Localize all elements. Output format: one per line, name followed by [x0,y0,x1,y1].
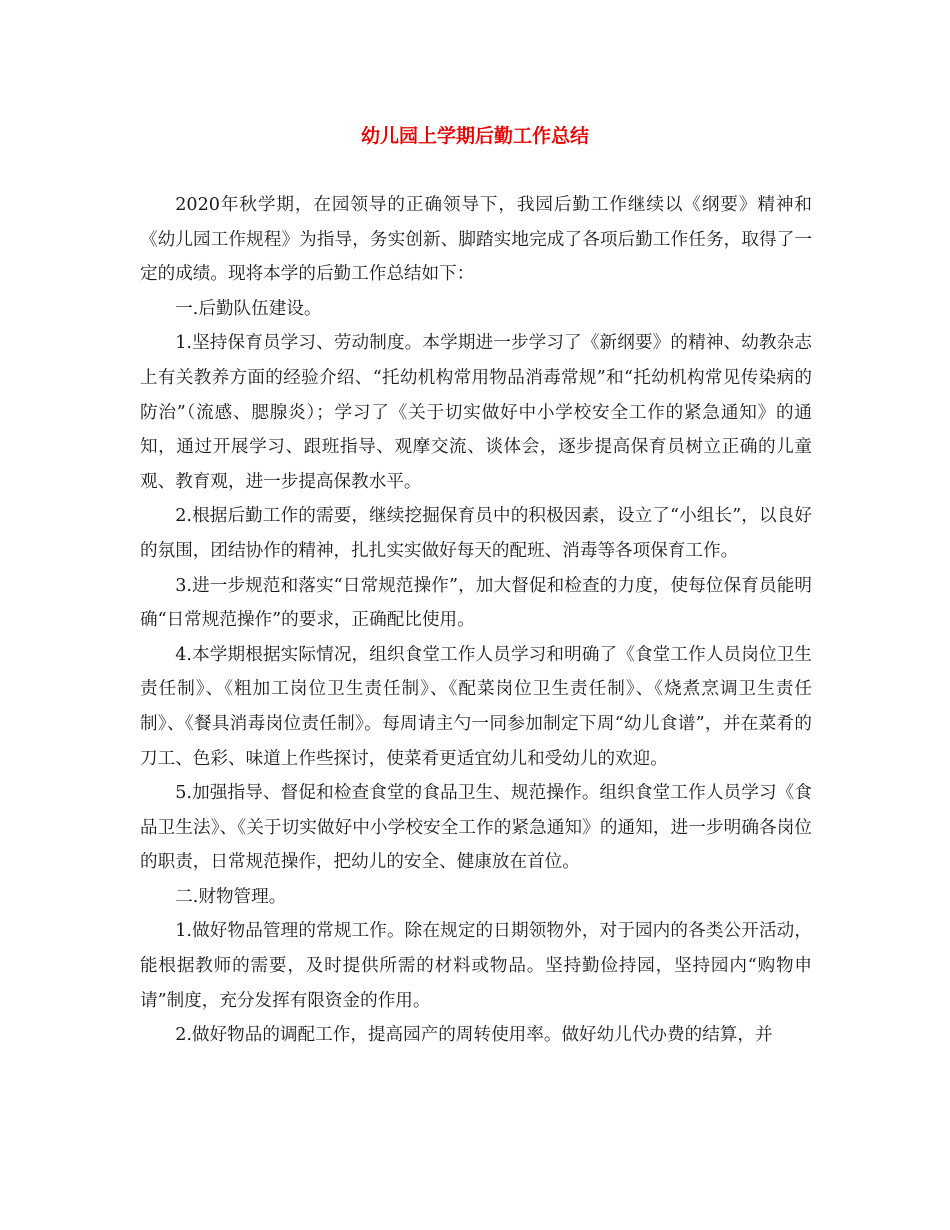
paragraph-staff-5: 5.加强指导、督促和检查食堂的食品卫生、规范操作。组织食堂工作人员学习《食品卫生法》、《关于切实做好中小学校安全工作的紧急通知》的通知，进一步明确各岗位的职责，日常规范操作，把幼儿的安全、健康放在首位。 [140,783,812,873]
paragraph-staff-4: 4.本学期根据实际情况，组织食堂工作人员学习和明确了《食堂工作人员岗位卫生责任制》、《粗加工岗位卫生责任制》、《配菜岗位卫生责任制》、《烧煮烹调卫生责任制》、《餐具消毒岗位责任制》。每周请主勺一同参加制定下周“幼儿食谱”，并在菜肴的刀工、色彩、味道上作些探讨，使菜肴更适宜幼儿和受幼儿的欢迎。 [140,644,812,769]
paragraph-staff-2: 2.根据后勤工作的需要，继续挖掘保育员中的积极因素，设立了“小组长”，以良好的氛围，团结协作的精神，扎扎实实做好每天的配班、消毒等各项保育工作。 [140,506,812,561]
paragraph-property-1: 1.做好物品管理的常规工作。除在规定的日期领物外，对于园内的各类公开活动，能根据教师的需要，及时提供所需的材料或物品。坚持勤俭持园，坚持园内“购物申请”制度，充分发挥有限资金的作用。 [140,921,812,1011]
section-heading-staff: 一.后勤队伍建设。 [175,298,322,319]
document-title: 幼儿园上学期后勤工作总结 [360,125,589,147]
paragraph-property-2: 2.做好物品的调配工作，提高园产的周转使用率。做好幼儿代办费的结算，并 [175,1025,773,1046]
paragraph-staff-3: 3.进一步规范和落实“日常规范操作”，加大督促和检查的力度，使每位保育员能明确“日常规范操作”的要求，正确配比使用。 [140,575,812,631]
section-heading-property: 二.财物管理。 [175,886,287,907]
paragraph-staff-1: 1.坚持保育员学习、劳动制度。本学期进一步学习了《新纲要》的精神、幼教杂志上有关教养方面的经验介绍、“托幼机构常用物品消毒常规”和“托幼机构常见传染病的防治”（流感、腮腺炎）；学习了《关于切实做好中小学校安全工作的紧急通知》的通知，通过开展学习、跟班指导、观摩交流、谈体会，逐步提高保育员树立正确的儿童观、教育观，进一步提高保教水平。 [140,333,812,492]
paragraph-intro: 2020年秋学期，在园领导的正确领导下，我园后勤工作继续以《纲要》精神和《幼儿园工作规程》为指导，务实创新、脚踏实地完成了各项后勤工作任务，取得了一定的成绩。现将本学的后勤工作总结如下： [140,195,812,285]
document-body [140,188,812,1053]
